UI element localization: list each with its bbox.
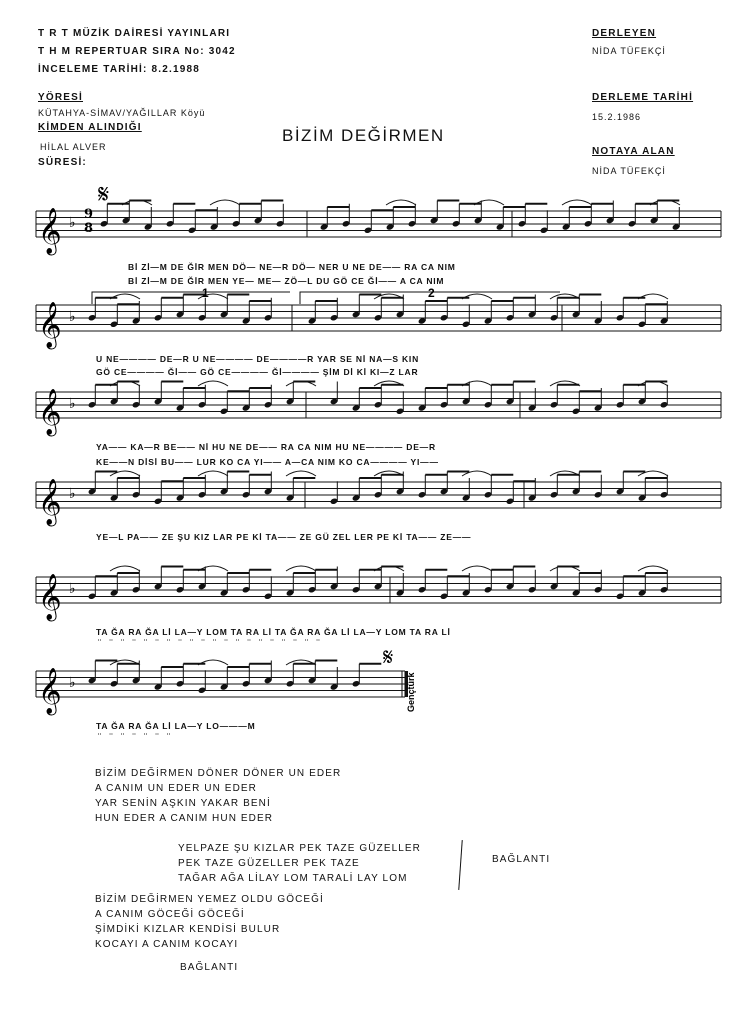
staff3-lyrics-line1: YA—— KA—R BE—— Nİ HU NE DE—— RA CA NIM HU NE———— DE—R [96,442,436,452]
verse-2-line: BİZİM DEĞİRMEN YEMEZ OLDU GÖCEĞİ [95,894,324,905]
publisher-stamp: Gençtürk [406,672,416,712]
treble-clef-icon: 𝄞 [38,208,62,254]
source-value: HİLAL ALVER [40,142,107,152]
segno-start: 𝄋 [98,180,110,210]
slur [286,471,316,476]
refrain-line: PEK TAZE GÜZELLER PEK TAZE [178,858,360,869]
verse-2 [95,892,324,952]
verse-1-line: A CANIM UN EDER UN EDER [95,783,257,794]
collector-value: NİDA TÜFEKÇİ [592,46,666,56]
collection-date-label: DERLEME TARİHİ [592,92,694,103]
treble-clef-icon: 𝄞 [38,389,62,435]
review-date: İNCELEME TARİHİ: 8.2.1988 [38,64,201,75]
staff5-lyrics-line1: TA ĞA RA ĞA Lİ LA—Y LOM TA RA Lİ TA ĞA RA ĞA Lİ LA—Y LOM TA RA Lİ [96,627,451,637]
flat-key-signature-icon: ♭ [69,309,76,325]
refrain-line: TAĞAR AĞA LİLAY LOM TARALİ LAY LOM [178,873,408,884]
volta-1-number: 1 [202,286,209,300]
time-signature-top: 9 [84,207,94,222]
notation-label: NOTAYA ALAN [592,146,675,157]
time-signature-bottom: 8 [84,221,94,236]
slur [210,200,240,205]
treble-clef-icon: 𝄞 [38,479,62,525]
refrain [178,841,421,886]
flat-key-signature-icon: ♭ [69,581,76,597]
staff1-lyrics-line1: Bİ Zİ—M DE ĞİR MEN DÖ— NE—R DÖ— NER U NE DE—— RA CA NIM [128,262,456,272]
slur [462,566,492,571]
refrain-line: YELPAZE ŞU KIZLAR PEK TAZE GÜZELLER [178,843,422,854]
collector-label: DERLEYEN [592,28,657,39]
staff2-lyrics-line1: U NE———— DE—R U NE———— DE————R YAR SE Nİ NA—S KIN [96,354,420,364]
staff3-lyrics-line2: KE——N DİSİ BU—— LUR KO CA YI—— A—CA NIM KO CA———— YI—— [96,457,439,467]
segno-end: 𝄋 [383,643,394,671]
flat-key-signature-icon: ♭ [69,675,76,691]
region-label: YÖRESİ [38,92,83,103]
staff4-lyrics-line1: YE—L PA—— ZE ŞU KIZ LAR PE Kİ TA—— ZE GÜ ZEL LER PE Kİ TA—— ZE—— [96,532,472,542]
verse-2-line: ŞİMDİKİ KIZLAR KENDİSİ BULUR [95,924,281,935]
region-value: KÜTAHYA-SİMAV/YAĞILLAR Köyü [38,108,206,118]
duration-label: SÜRESİ: [38,157,87,168]
staff2-lyrics-line2: GÖ CE———— Ğİ—— GÖ CE———— Ğİ———— ŞİM Dİ Kİ KI—Z LAR [96,367,419,377]
treble-clef-icon: 𝄞 [38,302,62,348]
verse-2-label: BAĞLANTI [180,962,239,973]
slur [198,471,228,476]
staff6-stress-dots: ¨ ¨ ¨ ¨ ¨ ¨ ¨ [98,732,173,742]
collection-date-value: 15.2.1986 [592,112,642,122]
slur [386,200,416,205]
repertoire-number: T H M REPERTUAR SIRA No: 3042 [38,46,236,57]
slur [638,566,668,571]
staff6-lyrics-line1: TA ĞA RA ĞA Lİ LA—Y LO———M [96,721,256,731]
treble-clef-icon: 𝄞 [38,574,62,620]
flat-key-signature-icon: ♭ [69,215,76,231]
refrain-label: BAĞLANTI [492,854,551,865]
slur [110,566,140,571]
notation-value: NİDA TÜFEKÇİ [592,166,666,176]
verse-1-line: HUN EDER A CANIM HUN EDER [95,813,274,824]
staff1-lyrics-line2: Bİ Zİ—M DE ĞİR MEN YE— ME— ZÖ—L DU GÖ CE Ğİ—— A CA NIM [128,276,445,286]
verse-1-line: BİZİM DEĞİRMEN DÖNER DÖNER UN EDER [95,768,342,779]
publisher-line: T R T MÜZİK DAİRESİ YAYINLARI [38,28,231,39]
verse-1-line: YAR SENİN AŞKIN YAKAR BENİ [95,798,271,809]
slur [286,566,316,571]
verse-1 [95,766,341,826]
slur [198,381,228,386]
flat-key-signature-icon: ♭ [69,396,76,412]
song-title: BİZİM DEĞİRMEN [282,126,445,145]
volta-2-number: 2 [428,286,435,300]
flat-key-signature-icon: ♭ [69,486,76,502]
staff5-stress-dots: ¨ ¨ ¨ ¨ ¨ ¨ ¨ ¨ ¨ ¨ ¨ ¨ ¨ ¨ ¨ ¨ ¨ ¨ ¨ ¨ [98,638,323,648]
verse-2-line: A CANIM GÖCEĞİ GÖCEĞİ [95,909,245,920]
treble-clef-icon: 𝄞 [38,668,62,714]
source-label: KİMDEN ALINDIĞI [38,122,142,133]
verse-2-line: KOCAYI A CANIM KOCAYI [95,939,239,950]
slur [562,200,592,205]
